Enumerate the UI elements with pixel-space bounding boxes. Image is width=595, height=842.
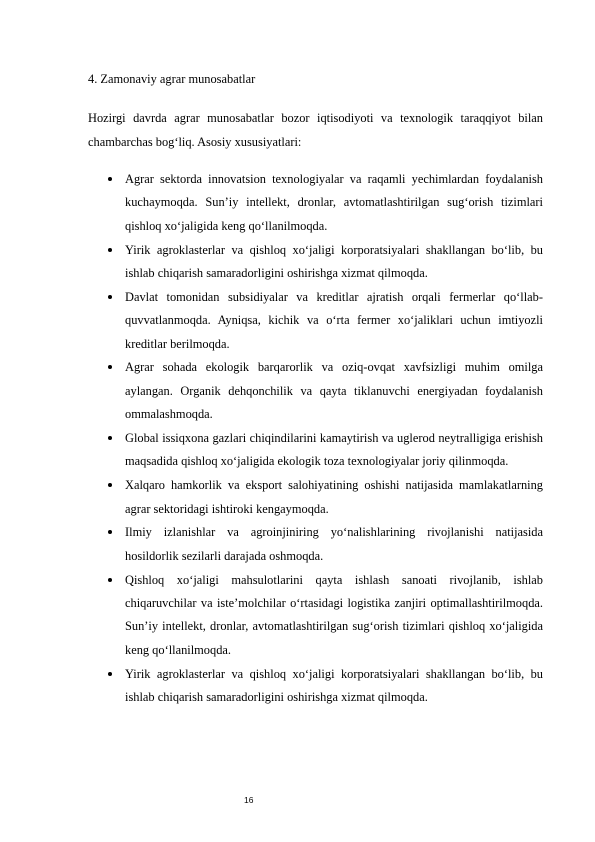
bullet-dot-icon — [108, 530, 112, 534]
bullet-dot-icon — [108, 483, 112, 487]
bullet-text: Yirik agroklasterlar va qishloq xo‘jaligi korporatsiyalari shakllangan bo‘lib, bu ishlab chiqarish samaradorligini oshirishga xizmat qilmoqda. — [125, 242, 543, 281]
bullet-dot-icon — [108, 177, 112, 181]
bullet-item — [88, 427, 543, 474]
intro-paragraph: Hozirgi davrda agrar munosabatlar bozor iqtisodiyoti va texnologik taraqqiyot bilan chambarchas bog‘liq. Asosiy xususiyatlari: — [88, 111, 543, 149]
bullet-dot-icon — [108, 365, 112, 369]
bullet-item — [88, 356, 543, 426]
bullet-dot-icon — [108, 248, 112, 252]
bullet-item — [88, 474, 543, 521]
bullet-text: Davlat tomonidan subsidiyalar va kreditlar ajratish orqali fermerlar qo‘llab-quvvatlanmoqda. Ayniqsa, kichik va o‘rta fermer xo‘jaliklari uchun imtiyozli kreditlar berilmoqda. — [125, 289, 543, 351]
bullet-item — [88, 168, 543, 238]
bullet-dot-icon — [108, 295, 112, 299]
bullet-text: Ilmiy izlanishlar va agroinjiniring yo‘nalishlarining rivojlanishi natijasida hosildorlik sezilarli darajada oshmoqda. — [125, 525, 543, 563]
bullet-item — [88, 239, 543, 286]
bullet-text: Global issiqxona gazlari chiqindilarini kamaytirish va uglerod neytralligiga erishish maqsadida qishloq xo‘jaligida ekologik toza texnologiyalar joriy qilinmoqda. — [125, 431, 543, 469]
bullet-text: Yirik agroklasterlar va qishloq xo‘jaligi korporatsiyalari shakllangan bo‘lib, bu ishlab chiqarish samaradorligini oshirishga xizmat qilmoqda. — [125, 666, 543, 705]
bullet-text: Qishloq xo‘jaligi mahsulotlarini qayta ishlash sanoati rivojlanib, ishlab chiqaruvchilar va iste’molchilar o‘rtasidagi logistika zanjiri optimallashtirilmoqda. Sun’iy intellekt, dronlar, avtomatlashtirilgan sug‘orish tizimlari qishloq xo‘jaligida keng qo‘llanilmoqda. — [125, 572, 543, 657]
page-number: 16 — [244, 795, 254, 805]
bullet-item — [88, 569, 543, 663]
bullet-item — [88, 286, 543, 356]
bullet-dot-icon — [108, 578, 112, 582]
bullet-list — [88, 168, 543, 710]
bullet-text: Agrar sohada ekologik barqarorlik va oziq-ovqat xavfsizligi muhim omilga aylangan. Organik dehqonchilik va qayta tiklanuvchi energiyadan foydalanish ommalashmoqda. — [125, 360, 543, 422]
bullet-item — [88, 663, 543, 710]
bullet-dot-icon — [108, 672, 112, 676]
bullet-text: Xalqaro hamkorlik va eksport salohiyatining oshishi natijasida mamlakatlarning agrar sektoridagi ishtiroki kengaymoqda. — [125, 478, 543, 516]
section-heading: 4. Zamonaviy agrar munosabatlar — [88, 72, 256, 86]
bullet-text: Agrar sektorda innovatsion texnologiyalar va raqamli yechimlardan foydalanish kuchaymoqda. Sun’iy intellekt, dronlar, avtomatlashtirilgan sug‘orish tizimlari qishloq xo‘jaligida keng qo‘llanilmoqda. — [125, 172, 543, 233]
bullet-item — [88, 521, 543, 568]
bullet-dot-icon — [108, 436, 112, 440]
